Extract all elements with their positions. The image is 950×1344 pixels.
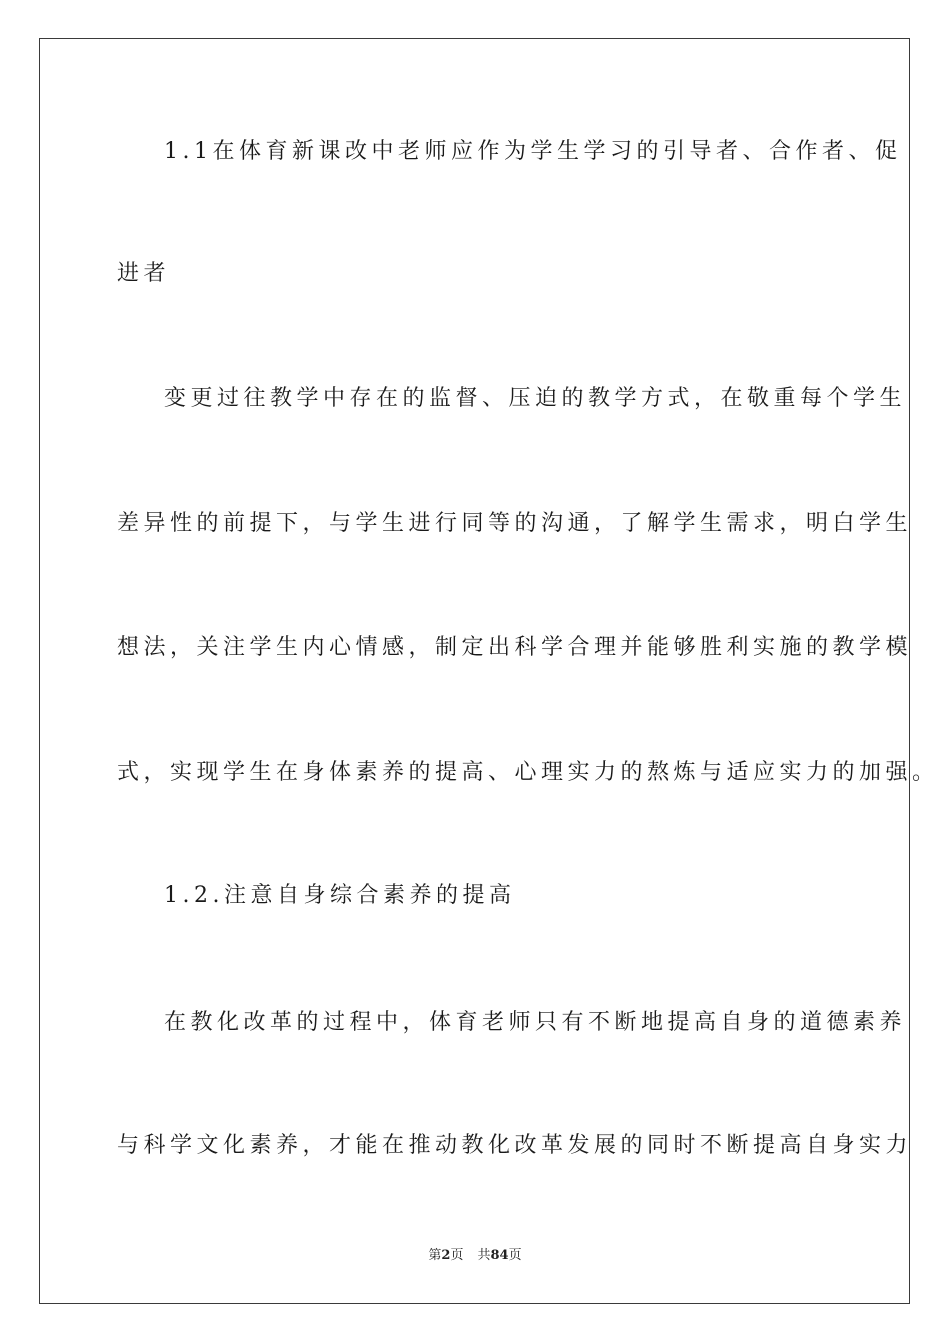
total-suffix: 页 <box>508 1248 522 1263</box>
page-prefix: 第 <box>428 1248 442 1263</box>
paragraph-line: 变更过往教学中存在的监督、压迫的教学方式，在敬重每个学生 <box>164 386 907 411</box>
paragraph-line: 想法，关注学生内心情感，制定出科学合理并能够胜利实施的教学模 <box>117 635 913 660</box>
total-pages: 84 <box>490 1248 509 1263</box>
paragraph-line: 与科学文化素养，才能在推动教化改革发展的同时不断提高自身实力 <box>117 1133 913 1158</box>
page-footer <box>0 1247 950 1265</box>
total-prefix: 共 <box>477 1248 491 1263</box>
page-number: 2 <box>441 1248 451 1263</box>
paragraph-line: 差异性的前提下，与学生进行同等的沟通，了解学生需求，明白学生 <box>117 511 913 536</box>
paragraph-line: 在教化改革的过程中，体育老师只有不断地提高自身的道德素养 <box>164 1010 907 1035</box>
section-heading: 1.2.注意自身综合素养的提高 <box>164 883 516 908</box>
page-suffix: 页 <box>450 1248 464 1263</box>
paragraph-line: 进者 <box>117 261 171 286</box>
page-frame <box>39 38 939 1304</box>
paragraph-line: 式，实现学生在身体素养的提高、心理实力的熬炼与适应实力的加强。 <box>117 760 939 785</box>
paragraph-line: 1.1在体育新课改中老师应作为学生学习的引导者、合作者、促 <box>164 139 902 164</box>
